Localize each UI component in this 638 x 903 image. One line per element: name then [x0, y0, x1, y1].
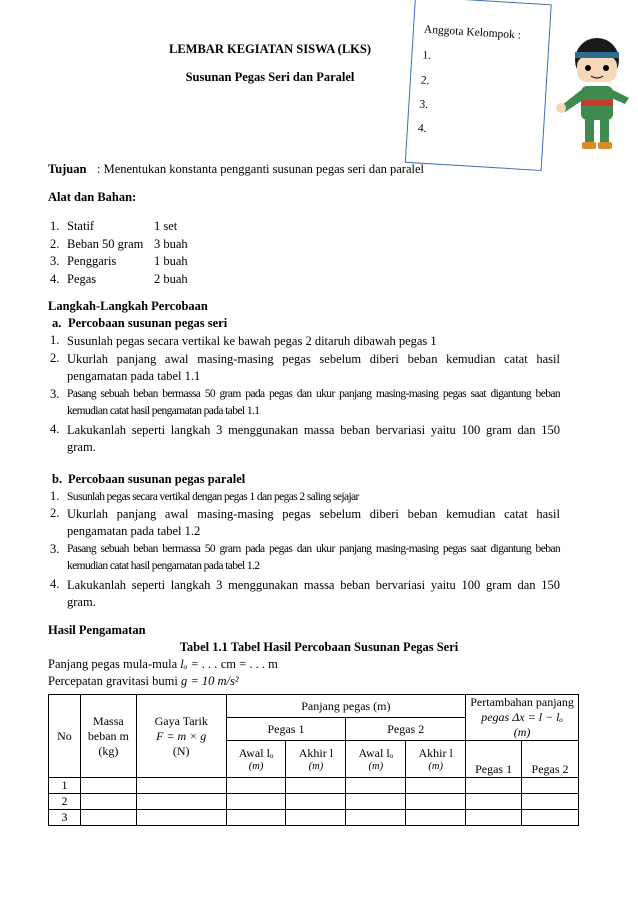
tools-heading: Alat dan Bahan:	[48, 190, 137, 204]
series-title: Percobaan susunan pegas seri	[68, 316, 228, 330]
results-table	[48, 694, 579, 826]
group-member-4: 4.	[417, 122, 427, 135]
spring1-header: Pegas 1	[226, 718, 346, 741]
parallel-step-4: Lakukanlah seperti langkah 3 menggunakan massa beban bervariasi yaitu 100 gram dan 150 gram.	[67, 578, 560, 609]
series-label: a.	[52, 316, 62, 330]
series-step-4: Lakukanlah seperti langkah 3 menggunakan massa beban bervariasi yaitu 100 gram dan 150 gram.	[67, 423, 560, 454]
col-length-header: Panjang pegas (m)	[226, 695, 466, 718]
tools-item: 1. Statif 1 set	[50, 219, 178, 233]
steps-heading: Langkah-Langkah Percobaan	[48, 299, 208, 313]
parallel-title: Percobaan susunan pegas paralel	[68, 472, 246, 486]
initial-length-line: Panjang pegas mula-mula lₒ = . . . cm = . . . m	[48, 657, 278, 671]
series-step-1: Susunlah pegas secara vertikal ke bawah pegas 2 ditaruh dibawah pegas 1	[67, 334, 437, 348]
table-row: 3	[49, 810, 579, 826]
group-member-1: 1.	[422, 49, 432, 63]
page-title: LEMBAR KEGIATAN SISWA (LKS)	[168, 42, 371, 56]
tools-item: 2. Beban 50 gram 3 buah	[50, 236, 188, 251]
tools-item: 4. Pegas 2 buah	[50, 271, 188, 286]
parallel-step-2: Ukurlah panjang awal masing-masing pegas sebelum diberi beban kemudian catat hasil pengamatan pada tabel 1.2	[67, 507, 560, 538]
spring2-final-header: Akhir l (m)	[406, 741, 466, 778]
group-members-box	[405, 0, 552, 171]
table-title: Tabel 1.1 Tabel Hasil Percobaan Susunan Pegas Seri	[179, 640, 459, 654]
group-member-3: 3.	[419, 98, 429, 111]
col-extension-header: Pertambahan panjang pegas Δx = l − lₒ (m)	[466, 695, 579, 741]
col-force-header: Gaya Tarik F = m × g (N)	[136, 695, 226, 778]
parallel-step-3: Pasang sebuah beban bermassa 50 gram pada pegas dan ukur panjang masing-masing pegas saat digantung beban kemudian catat hasil pengamatan pada tabel 1.2	[67, 543, 560, 572]
spring1-initial-header: Awal lₒ (m)	[226, 741, 286, 778]
page-subtitle: Susunan Pegas Seri dan Paralel	[185, 70, 355, 84]
tools-item: 3. Penggaris 1 buah	[50, 254, 188, 268]
group-members-label: Anggota Kelompok :	[423, 23, 522, 42]
spring2-header: Pegas 2	[346, 718, 466, 741]
series-step-3: Pasang sebuah beban bermassa 50 gram pada pegas dan ukur panjang masing-masing pegas saat digantung beban kemudian catat hasil pengamatan pada tabel 1.1	[67, 388, 560, 417]
extension-spring1-header: Pegas 1	[466, 741, 522, 778]
results-heading: Hasil Pengamatan	[48, 623, 146, 637]
goal-text: : Menentukan konstanta pengganti susunan pegas seri dan paralel	[97, 162, 424, 176]
parallel-step-1: Susunlah pegas secara vertikal dengan pegas 1 dan pegas 2 saling sejajar	[67, 491, 359, 503]
spring1-final-header: Akhir l (m)	[286, 741, 346, 778]
cartoon-character-illustration	[555, 28, 635, 158]
group-member-2: 2.	[420, 74, 430, 88]
series-step-2: Ukurlah panjang awal masing-masing pegas sebelum diberi beban kemudian catat hasil pengamatan pada tabel 1.1	[67, 352, 560, 383]
table-row: 1	[49, 778, 579, 794]
extension-spring2-header: Pegas 2	[522, 741, 579, 778]
col-mass-header: Massa beban m (kg)	[80, 695, 136, 778]
parallel-label: b.	[52, 472, 63, 486]
gravity-line: Percepatan gravitasi bumi g = 10 m/s²	[48, 674, 239, 688]
table-row: 2	[49, 794, 579, 810]
spring2-initial-header: Awal lₒ (m)	[346, 741, 406, 778]
goal-label: Tujuan	[48, 162, 87, 176]
tools-list	[50, 218, 188, 288]
col-no-header: No	[49, 695, 81, 778]
